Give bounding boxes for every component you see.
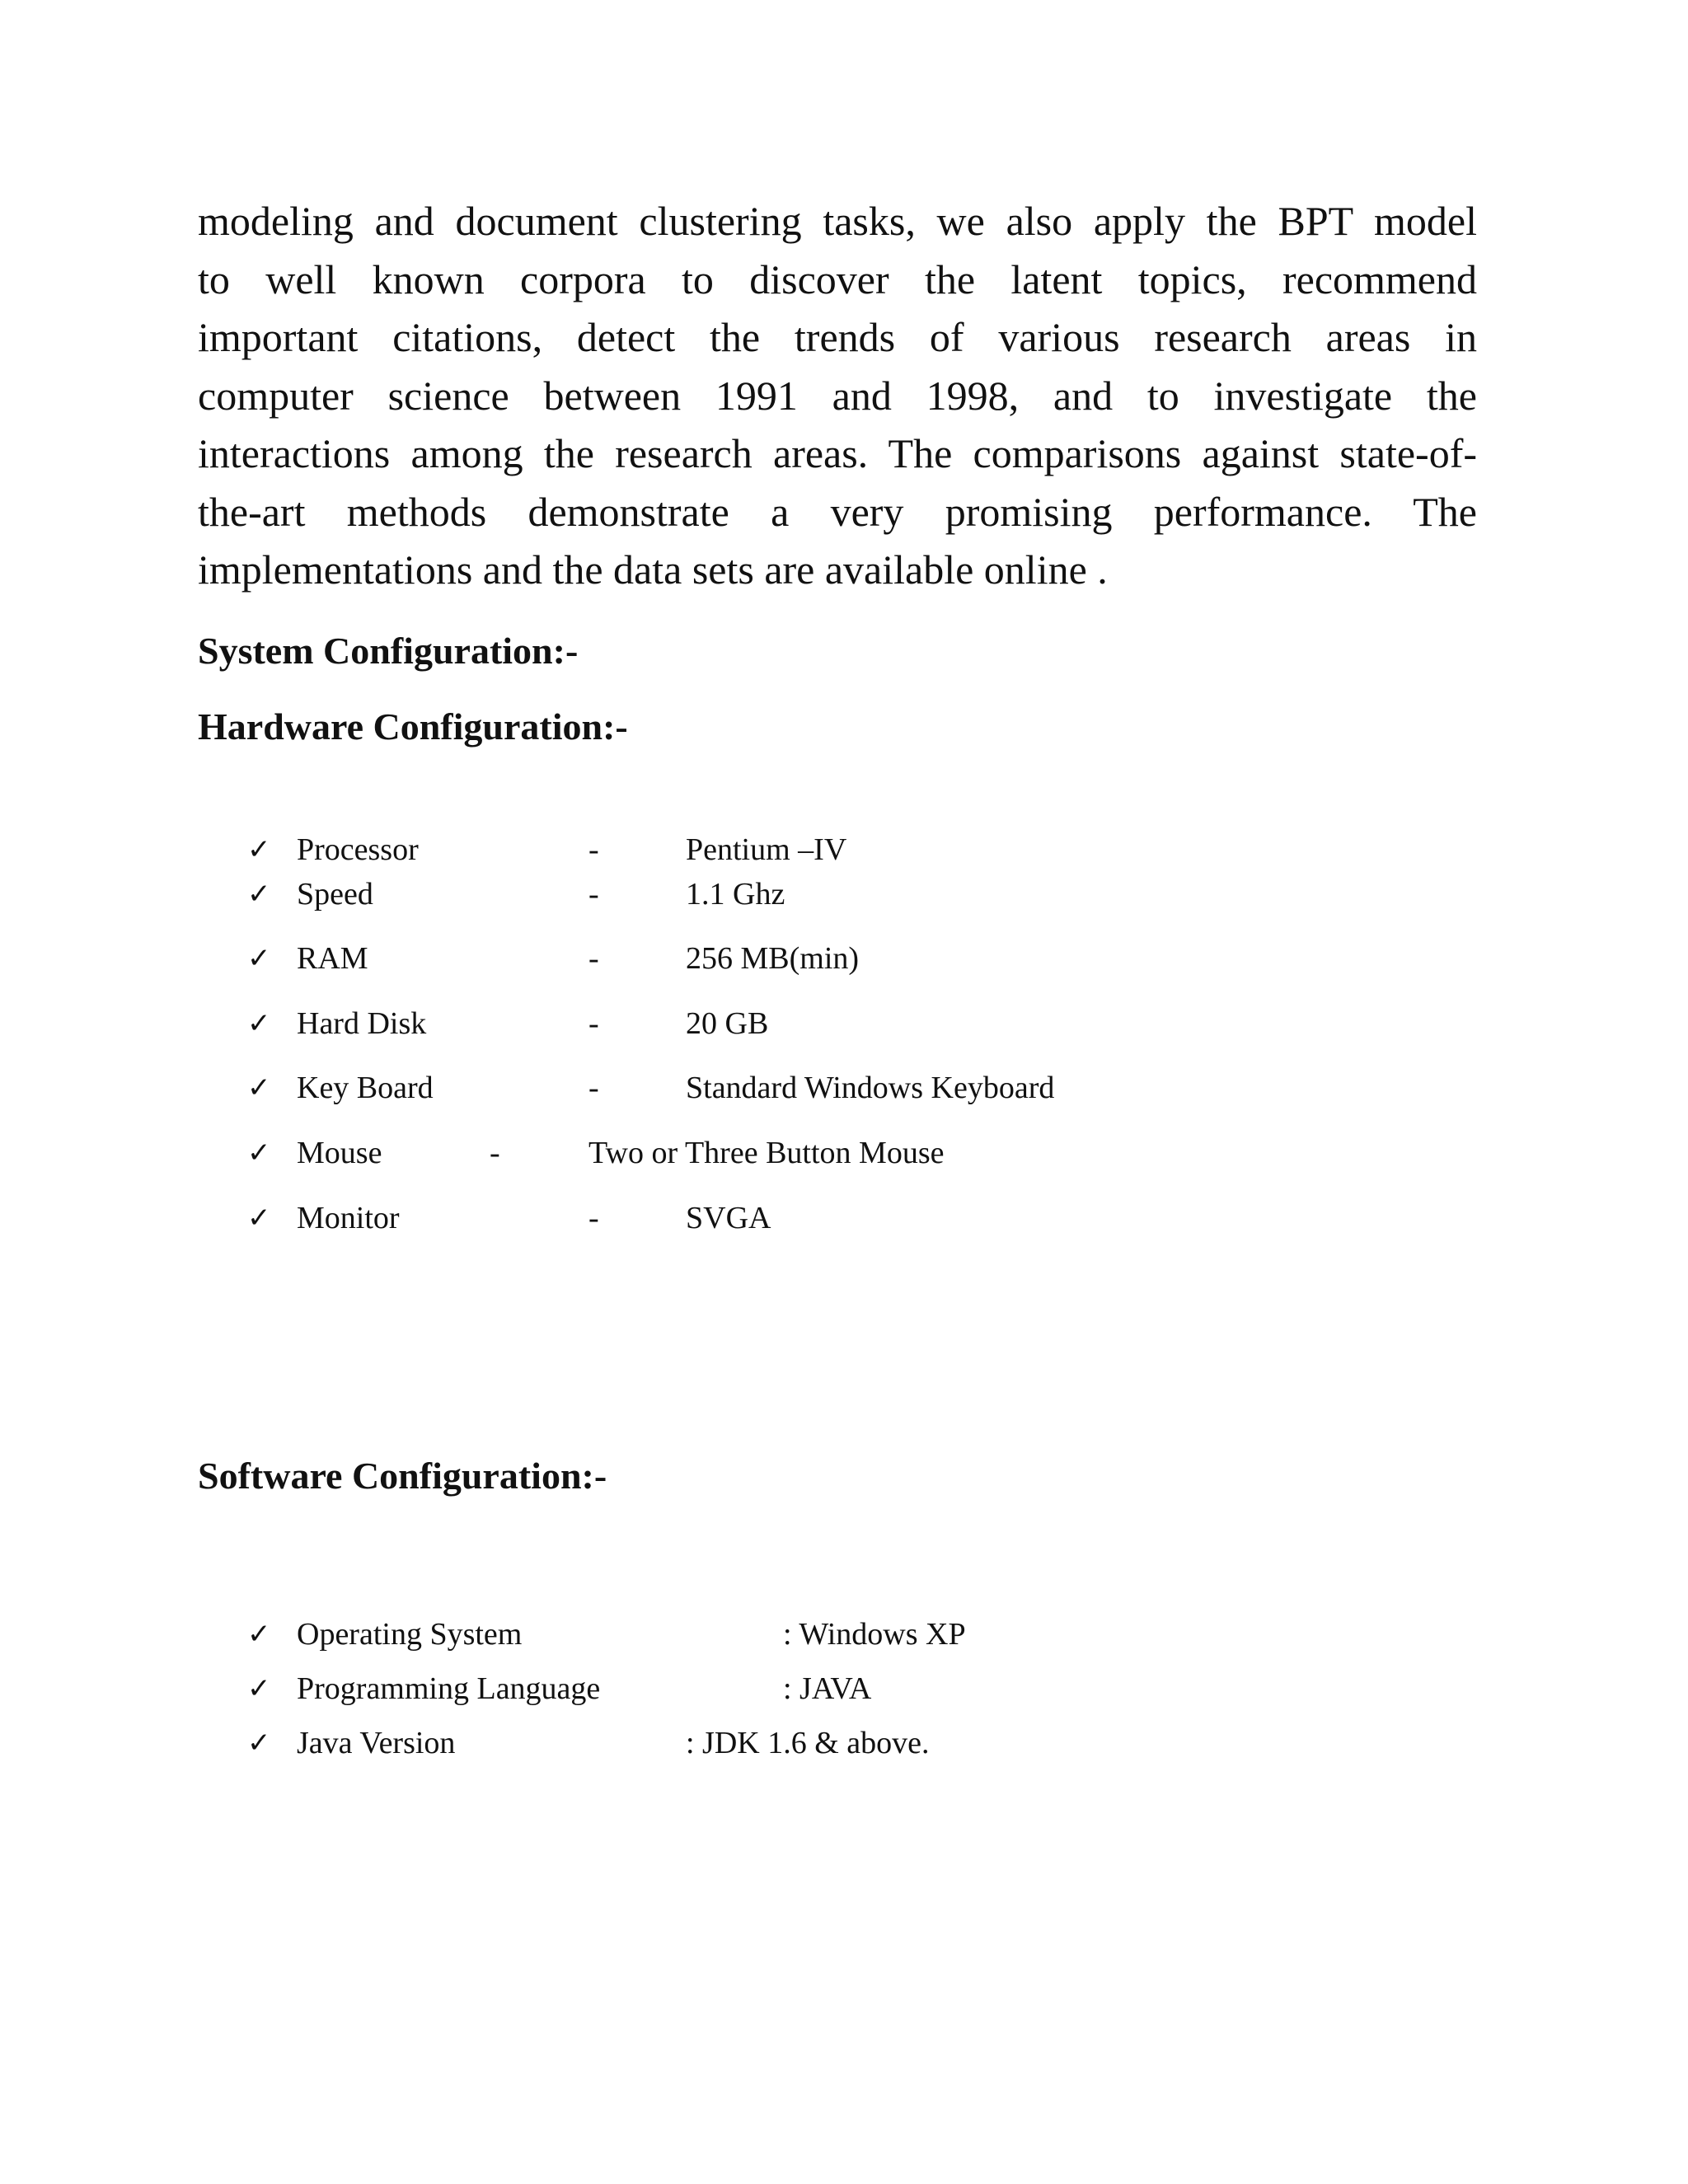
check-icon: ✓ — [247, 1618, 271, 1651]
hardware-label: Key Board — [297, 1071, 434, 1105]
hardware-value: Two or Three Button Mouse — [588, 1136, 945, 1170]
hardware-label: Hard Disk — [297, 1006, 427, 1041]
intro-paragraph — [198, 192, 1477, 599]
software-value: : JAVA — [783, 1671, 872, 1706]
hardware-label: Speed — [297, 877, 373, 912]
software-item-java-version — [0, 1722, 1688, 1764]
check-icon: ✓ — [247, 1672, 271, 1705]
software-item-os — [0, 1614, 1688, 1655]
hardware-configuration-heading: Hardware Configuration:- — [198, 705, 628, 748]
software-value: : Windows XP — [783, 1617, 966, 1652]
hardware-item-mouse — [0, 1132, 1688, 1174]
hardware-separator: - — [588, 877, 599, 912]
check-icon: ✓ — [247, 833, 271, 866]
hardware-separator: - — [588, 1201, 599, 1235]
hardware-value: 1.1 Ghz — [686, 877, 785, 912]
paragraph-line: interactions among the research areas. The comparisons against state-of- — [198, 430, 1477, 476]
hardware-value: Pentium –IV — [686, 832, 847, 867]
hardware-label: Mouse — [297, 1136, 382, 1170]
software-label: Operating System — [297, 1617, 523, 1652]
hardware-item-processor — [0, 829, 1688, 870]
system-configuration-heading: System Configuration:- — [198, 630, 579, 672]
hardware-label: RAM — [297, 941, 368, 976]
paragraph-line: modeling and document clustering tasks, we also apply the BPT model — [198, 198, 1477, 244]
software-item-language — [0, 1668, 1688, 1709]
check-icon: ✓ — [247, 942, 271, 975]
paragraph-line: computer science between 1991 and 1998, and to investigate the — [198, 372, 1477, 419]
hardware-label: Monitor — [297, 1201, 400, 1235]
hardware-separator: - — [588, 1071, 599, 1105]
software-configuration-heading: Software Configuration:- — [198, 1455, 607, 1497]
paragraph-line: to well known corpora to discover the latent topics, recommend — [198, 255, 1477, 302]
check-icon: ✓ — [247, 1137, 271, 1169]
software-value: : JDK 1.6 & above. — [686, 1726, 930, 1760]
hardware-value: 20 GB — [686, 1006, 769, 1041]
hardware-item-keyboard — [0, 1067, 1688, 1108]
hardware-separator: - — [490, 1136, 500, 1170]
hardware-separator: - — [588, 832, 599, 867]
hardware-item-monitor — [0, 1197, 1688, 1239]
check-icon: ✓ — [247, 878, 271, 911]
hardware-item-hard-disk — [0, 1003, 1688, 1044]
hardware-value: Standard Windows Keyboard — [686, 1071, 1055, 1105]
check-icon: ✓ — [247, 1007, 271, 1040]
hardware-item-ram — [0, 938, 1688, 979]
hardware-value: SVGA — [686, 1201, 771, 1235]
hardware-separator: - — [588, 941, 599, 976]
check-icon: ✓ — [247, 1071, 271, 1104]
hardware-value: 256 MB(min) — [686, 941, 860, 976]
hardware-item-speed — [0, 874, 1688, 915]
paragraph-line: implementations and the data sets are available online . — [198, 546, 1108, 593]
hardware-label: Processor — [297, 832, 419, 867]
software-label: Programming Language — [297, 1671, 601, 1706]
check-icon: ✓ — [247, 1202, 271, 1235]
hardware-separator: - — [588, 1006, 599, 1041]
paragraph-line: important citations, detect the trends of various research areas in — [198, 314, 1477, 360]
paragraph-line: the-art methods demonstrate a very promising performance. The — [198, 488, 1477, 535]
check-icon: ✓ — [247, 1727, 271, 1760]
software-label: Java Version — [297, 1726, 456, 1760]
